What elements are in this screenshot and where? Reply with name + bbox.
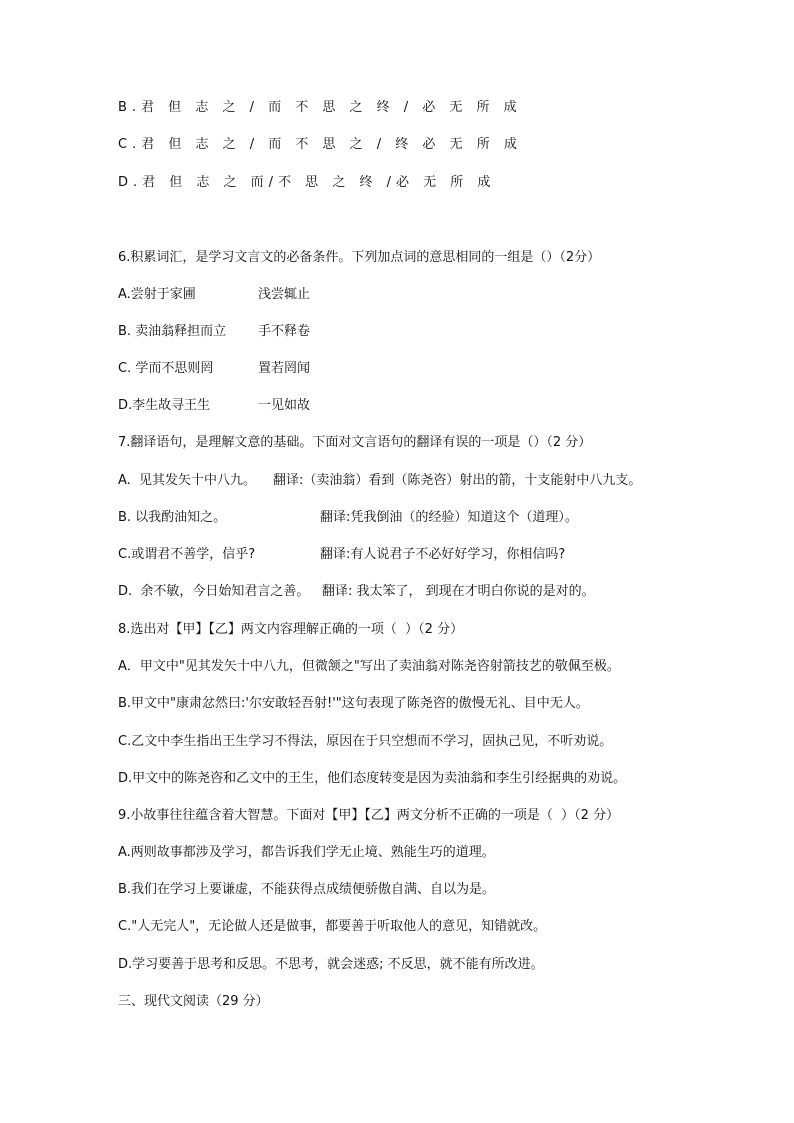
q5-option-d: D.君 但 志 之 而/不 思 之 终 /必 无 所 成: [118, 175, 496, 190]
q5-option-b: B.君 但 志 之 / 而 不 思 之 终 / 必 无 所 成: [118, 100, 522, 115]
q9-option-b: B.我们在学习上要谦虚，不能获得点成绩便骄傲自满、自以为是。: [118, 882, 496, 897]
q6-stem: 6.积累词汇，是学习文言文的必备条件。下列加点词的意思相同的一组是（）（2分）: [118, 250, 601, 265]
q8-stem: 8.选出对【甲】【乙】两文内容理解正确的一项（ ）（2 分）: [118, 622, 464, 637]
q6-option-d-left: D.李生故寻王生: [118, 398, 211, 413]
q8-option-b: B.甲文中"康肃忿然曰:'尔安敢轻吾射!'"这句表现了陈尧咨的傲慢无礼、目中无人。: [118, 696, 589, 711]
q7-option-a-left: A. 见其发矢十中八九。: [118, 473, 257, 488]
q6-option-a-right: 浅尝辄止: [258, 287, 311, 302]
q7-option-c-right: 翻译:有人说君子不必好好学习，你相信吗?: [320, 547, 566, 562]
q7-option-a-right: 翻译:（卖油翁）看到（陈尧咨）射出的箭，十支能射中八九支。: [273, 473, 642, 488]
q9-option-a: A.两则故事都涉及学习，都告诉我们学无止境、熟能生巧的道理。: [118, 845, 495, 860]
q8-option-a: A．甲文中"见其发矢十中八九，但微颔之"写出了卖油翁对陈尧咨射箭技艺的敬佩至极。: [118, 659, 620, 674]
q6-option-c-right: 置若罔闻: [258, 361, 311, 376]
q7-option-c-left: C.或谓君不善学，信乎?: [118, 547, 256, 562]
q6-option-b-right: 手不释卷: [258, 324, 311, 339]
q7-option-b-left: B. 以我酌油知之。: [118, 510, 227, 525]
q7-option-d-left: D. 余不敏，今日始知君言之善。: [118, 584, 310, 599]
q6-option-d-right: 一见如故: [258, 398, 311, 413]
q7-stem: 7.翻译语句，是理解文意的基础。下面对文言语句的翻译有误的一项是（）（2 分）: [118, 435, 592, 450]
q7-option-b-right: 翻译:凭我倒油（的经验）知道这个（道理）。: [320, 510, 578, 525]
q9-option-c: C."人无完人"，无论做人还是做事，都要善于听取他人的意见，知错就改。: [118, 919, 547, 934]
q9-stem: 9.小故事往往蕴含着大智慧。下面对【甲】【乙】两文分析不正确的一项是（ ）（2 分）: [118, 808, 620, 823]
q6-option-a-left: A.尝射于家圃: [118, 287, 196, 302]
q9-option-d: D.学习要善于思考和反思。不思考，就会迷惑; 不反思，就不能有所改进。: [118, 957, 544, 972]
q8-option-c: C.乙文中李生指出王生学习不得法，原因在于只空想而不学习，固执己见，不听劝说。: [118, 734, 613, 749]
q8-option-d: D.甲文中的陈尧咨和乙文中的王生，他们态度转变是因为卖油翁和李生引经据典的劝说。: [118, 771, 627, 786]
q6-option-c-left: C. 学而不思则罔: [118, 361, 214, 376]
q7-option-d-right: 翻译: 我太笨了， 到现在才明白你说的是对的。: [322, 584, 595, 599]
section-heading: 三、现代文阅读（29 分）: [118, 994, 269, 1009]
q5-option-c: C.君 但 志 之 / 而 不 思 之 / 终 必 无 所 成: [118, 137, 522, 152]
q6-option-b-left: B. 卖油翁释担而立: [118, 324, 227, 339]
